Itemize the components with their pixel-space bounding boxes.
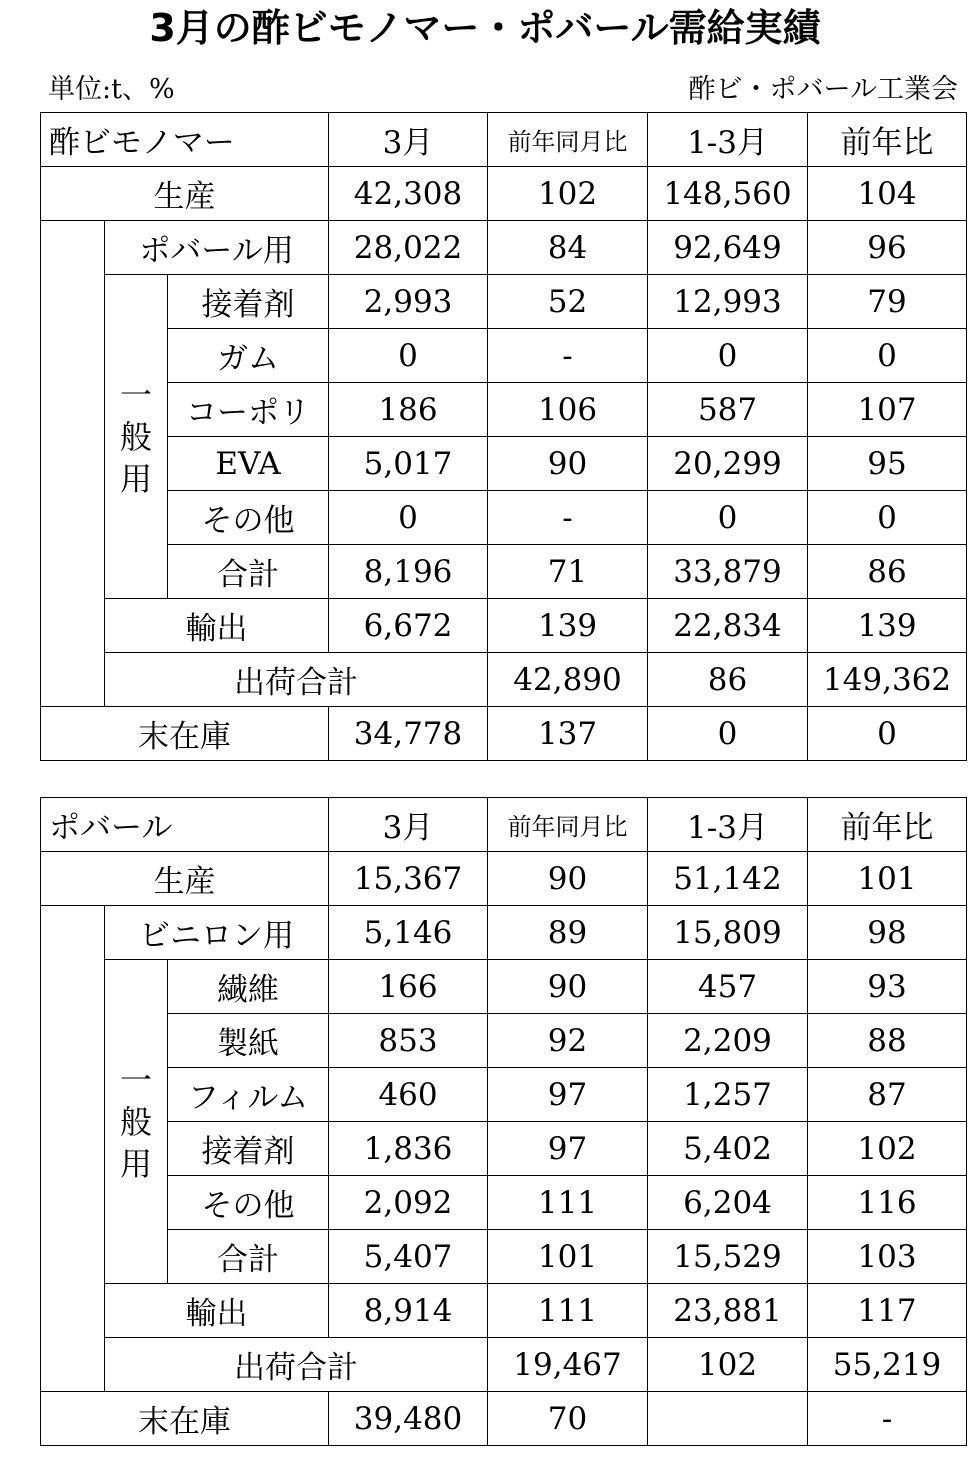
- cell: 20,299: [648, 437, 808, 491]
- row-label: 末在庫: [41, 1392, 329, 1446]
- cell: 457: [648, 960, 808, 1014]
- cell: 71: [488, 545, 648, 599]
- cell: 95: [808, 437, 967, 491]
- cell: 8,914: [329, 1284, 488, 1338]
- cell: 89: [488, 906, 648, 960]
- cell: -: [808, 1392, 967, 1446]
- cell: 148,560: [648, 167, 808, 221]
- cell: 460: [329, 1068, 488, 1122]
- row-label: ポバール用: [105, 221, 329, 275]
- cell: 19,467: [488, 1338, 648, 1392]
- cell: 101: [808, 852, 967, 906]
- table-row: [41, 852, 967, 906]
- row-label: 製紙: [168, 1014, 329, 1068]
- cell: 15,367: [329, 852, 488, 906]
- cell: 79: [808, 275, 967, 329]
- cell: -: [488, 491, 648, 545]
- cell: 139: [808, 599, 967, 653]
- cell: 55,219: [808, 1338, 967, 1392]
- table-row: [41, 1176, 967, 1230]
- cell: 87: [808, 1068, 967, 1122]
- cell: 6,204: [648, 1176, 808, 1230]
- pvoh-header-row: [41, 798, 967, 852]
- table-row: [41, 383, 967, 437]
- cell: 90: [488, 437, 648, 491]
- cell: 137: [488, 707, 648, 761]
- header-month: 3月: [329, 113, 488, 167]
- cell: 15,529: [648, 1230, 808, 1284]
- general-use-label: 一 般 用: [105, 275, 168, 599]
- cell: 5,017: [329, 437, 488, 491]
- cell: 0: [648, 707, 808, 761]
- cell: 6,672: [329, 599, 488, 653]
- header-yoy-month: 前年同月比: [488, 113, 648, 167]
- cell: 1,257: [648, 1068, 808, 1122]
- row-label: 合計: [168, 545, 329, 599]
- page-title: 3月の酢ビモノマー・ポバール需給実績: [149, 6, 821, 50]
- cell: 2,209: [648, 1014, 808, 1068]
- cell: 107: [808, 383, 967, 437]
- cell: 34,778: [329, 707, 488, 761]
- cell: 92,649: [648, 221, 808, 275]
- cell: 139: [488, 599, 648, 653]
- cell: 0: [808, 491, 967, 545]
- table-row: [41, 275, 967, 329]
- cell: 22,834: [648, 599, 808, 653]
- vam-table: [40, 112, 967, 761]
- table-row: [41, 1284, 967, 1338]
- table-row: [41, 906, 967, 960]
- pvoh-table: [40, 797, 967, 1446]
- cell: 102: [648, 1338, 808, 1392]
- table-row: [41, 1122, 967, 1176]
- cell: 101: [488, 1230, 648, 1284]
- table-row: [41, 437, 967, 491]
- row-label: 合計: [168, 1230, 329, 1284]
- cell: 0: [648, 491, 808, 545]
- row-label: 末在庫: [41, 707, 329, 761]
- cell: 0: [808, 707, 967, 761]
- table-row: [41, 545, 967, 599]
- cell: 102: [808, 1122, 967, 1176]
- header-yoy-month: 前年同月比: [488, 798, 648, 852]
- source-label: 酢ビ・ポバール工業会: [688, 74, 958, 105]
- row-label: 輸出: [105, 599, 329, 653]
- cell: 2,092: [329, 1176, 488, 1230]
- table-row: [41, 707, 967, 761]
- table-row: [41, 1068, 967, 1122]
- cell: 2,993: [329, 275, 488, 329]
- header-yoy: 前年比: [808, 113, 967, 167]
- table-row: [41, 1014, 967, 1068]
- cell: 186: [329, 383, 488, 437]
- row-label: 接着剤: [168, 1122, 329, 1176]
- table-row: [41, 1392, 967, 1446]
- general-use-label: 一 般 用: [105, 960, 168, 1284]
- cell: 104: [808, 167, 967, 221]
- cell: 111: [488, 1176, 648, 1230]
- cell: 42,890: [488, 653, 648, 707]
- cell: 149,362: [808, 653, 967, 707]
- header-yoy: 前年比: [808, 798, 967, 852]
- header-ytd: 1-3月: [648, 113, 808, 167]
- vam-header-label: 酢ビモノマー: [41, 113, 329, 167]
- row-label: その他: [168, 1176, 329, 1230]
- row-label: 生産: [41, 852, 329, 906]
- row-label: 輸出: [105, 1284, 329, 1338]
- cell: 1,836: [329, 1122, 488, 1176]
- cell: 84: [488, 221, 648, 275]
- row-label: フィルム: [168, 1068, 329, 1122]
- cell: 15,809: [648, 906, 808, 960]
- cell: 98: [808, 906, 967, 960]
- cell: 5,146: [329, 906, 488, 960]
- table-row: [41, 599, 967, 653]
- cell: 88: [808, 1014, 967, 1068]
- cell: 86: [648, 653, 808, 707]
- cell: 166: [329, 960, 488, 1014]
- cell: 103: [808, 1230, 967, 1284]
- table-row: [41, 1338, 967, 1392]
- row-label: その他: [168, 491, 329, 545]
- row-label: 出荷合計: [105, 653, 488, 707]
- cell: 52: [488, 275, 648, 329]
- cell: 5,402: [648, 1122, 808, 1176]
- cell: 39,480: [329, 1392, 488, 1446]
- row-label: 出荷合計: [105, 1338, 488, 1392]
- pvoh-header-label: ポバール: [41, 798, 329, 852]
- header-ytd: 1-3月: [648, 798, 808, 852]
- cell: 33,879: [648, 545, 808, 599]
- cell: 51,142: [648, 852, 808, 906]
- cell: 42,308: [329, 167, 488, 221]
- table-row: [41, 167, 967, 221]
- row-label: コーポリ: [168, 383, 329, 437]
- cell: 0: [808, 329, 967, 383]
- row-label: EVA: [168, 437, 329, 491]
- table-row: [41, 960, 967, 1014]
- cell: 28,022: [329, 221, 488, 275]
- table-row: [41, 653, 967, 707]
- cell: 102: [488, 167, 648, 221]
- cell: [648, 1392, 808, 1446]
- indent-cell: [41, 221, 105, 707]
- cell: 92: [488, 1014, 648, 1068]
- row-label: ガム: [168, 329, 329, 383]
- cell: 587: [648, 383, 808, 437]
- row-label: 生産: [41, 167, 329, 221]
- row-label: 繊維: [168, 960, 329, 1014]
- cell: 0: [648, 329, 808, 383]
- cell: 70: [488, 1392, 648, 1446]
- cell: 23,881: [648, 1284, 808, 1338]
- cell: 853: [329, 1014, 488, 1068]
- cell: 0: [329, 491, 488, 545]
- indent-cell: [41, 906, 105, 1392]
- cell: 111: [488, 1284, 648, 1338]
- cell: 96: [808, 221, 967, 275]
- cell: 12,993: [648, 275, 808, 329]
- unit-label: 単位:t、%: [48, 74, 175, 105]
- cell: 8,196: [329, 545, 488, 599]
- row-label: 接着剤: [168, 275, 329, 329]
- cell: 86: [808, 545, 967, 599]
- cell: 106: [488, 383, 648, 437]
- cell: 116: [808, 1176, 967, 1230]
- vam-header-row: [41, 113, 967, 167]
- table-row: [41, 491, 967, 545]
- cell: 97: [488, 1068, 648, 1122]
- table-row: [41, 329, 967, 383]
- cell: 97: [488, 1122, 648, 1176]
- cell: 90: [488, 960, 648, 1014]
- table-row: [41, 221, 967, 275]
- cell: 0: [329, 329, 488, 383]
- row-label: ビニロン用: [105, 906, 329, 960]
- cell: 117: [808, 1284, 967, 1338]
- cell: 93: [808, 960, 967, 1014]
- cell: 5,407: [329, 1230, 488, 1284]
- cell: -: [488, 329, 648, 383]
- cell: 90: [488, 852, 648, 906]
- table-row: [41, 1230, 967, 1284]
- header-month: 3月: [329, 798, 488, 852]
